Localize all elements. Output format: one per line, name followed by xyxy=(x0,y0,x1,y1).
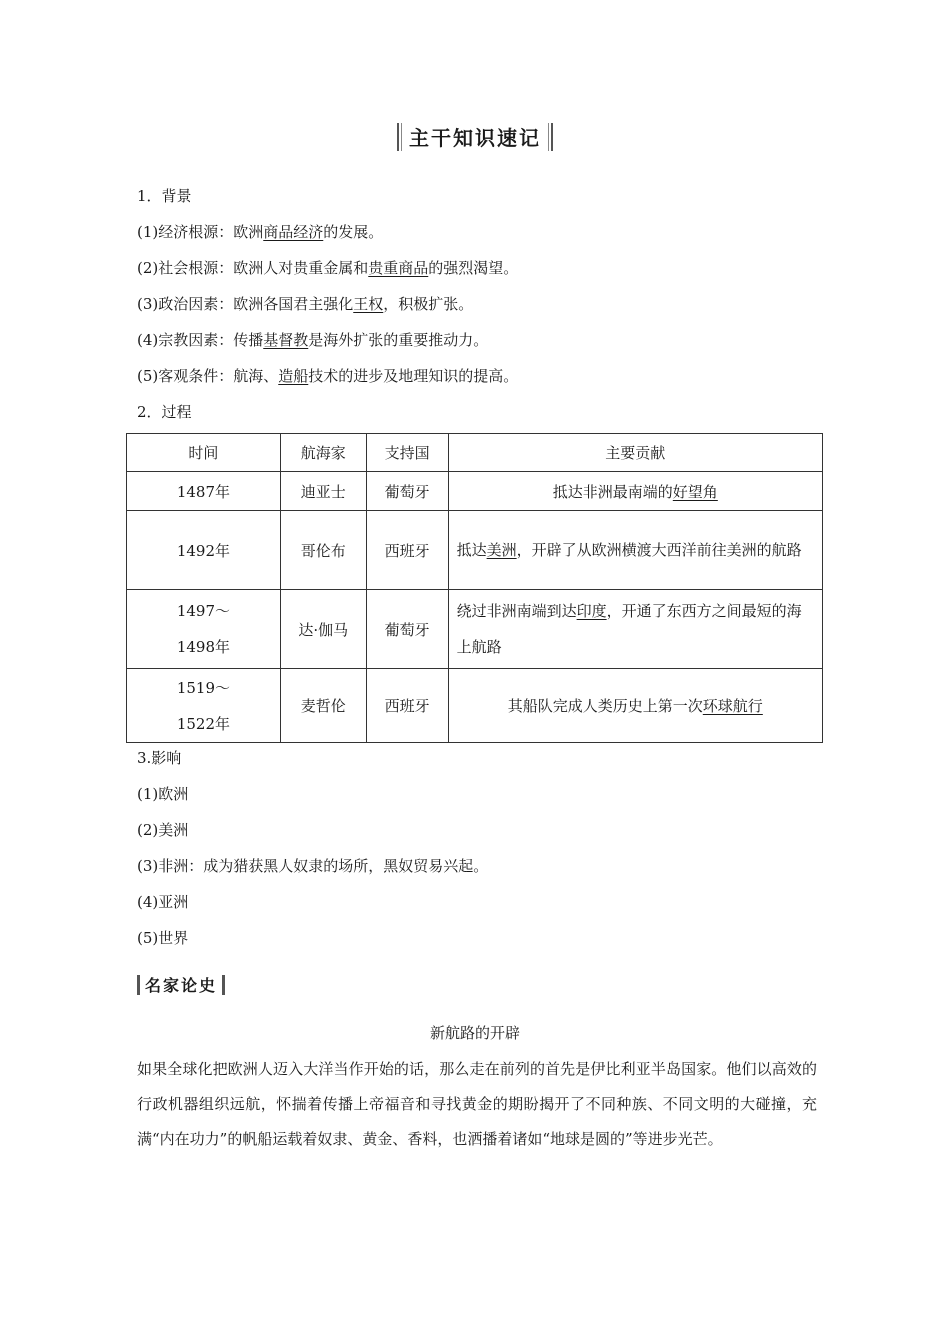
impact-item: (4)亚洲 xyxy=(137,893,189,911)
background-item xyxy=(137,257,518,278)
item-text: (3)政治因素：欧洲各国君主强化 xyxy=(137,295,354,313)
contribution-text: ，开辟了从欧洲横渡大西洋前往美洲的航路 xyxy=(516,541,802,559)
item-text: 的发展。 xyxy=(323,223,384,241)
label-right-bar xyxy=(222,975,225,995)
essay-title: 新航路的开辟 xyxy=(429,1024,520,1042)
item-text: (4)宗教因素：传播 xyxy=(137,331,264,349)
country-cell: 葡萄牙 xyxy=(366,472,448,511)
voyages-table xyxy=(126,433,823,743)
country-cell: 葡萄牙 xyxy=(366,590,448,669)
column-header: 航海家 xyxy=(280,434,366,472)
underlined-answer: 美洲 xyxy=(486,541,517,559)
underlined-answer: 商品经济 xyxy=(263,223,324,241)
underlined-answer: 贵重商品 xyxy=(368,259,429,277)
item-text: 技术的进步及地理知识的提高。 xyxy=(308,367,519,385)
table-header-row xyxy=(127,434,823,472)
title-text: 主干知识速记 xyxy=(409,126,541,150)
navigator-cell: 麦哲伦 xyxy=(280,669,366,743)
impact-item: (1)欧洲 xyxy=(137,785,189,803)
column-header: 时间 xyxy=(127,434,281,472)
country-cell: 西班牙 xyxy=(366,669,448,743)
time-text: 1492年 xyxy=(176,541,230,560)
commentary-section-label xyxy=(137,973,225,996)
underlined-answer: 好望角 xyxy=(672,482,718,501)
time-cell xyxy=(127,511,281,590)
item-text: (5)客观条件：航海、 xyxy=(137,367,279,385)
navigator-cell: 迪亚士 xyxy=(280,472,366,511)
contribution-text: ，开通了东西方之间最短的海上航路 xyxy=(456,602,802,656)
contribution-text: 绕过非洲南端到达 xyxy=(456,602,577,620)
contribution-cell xyxy=(448,472,822,511)
time-text: 1519～ xyxy=(176,678,230,697)
section-label-text: 名家论史 xyxy=(145,976,218,995)
contribution-text: 抵达 xyxy=(456,541,487,559)
time-cell xyxy=(127,590,281,669)
impact-item: (5)世界 xyxy=(137,929,189,947)
country-cell: 西班牙 xyxy=(366,511,448,590)
table-row xyxy=(127,472,823,511)
contribution-text: 抵达非洲最南端的 xyxy=(552,482,673,501)
item-text: 的强烈渴望。 xyxy=(428,259,519,277)
navigator-cell: 达·伽马 xyxy=(280,590,366,669)
contribution-text: 其船队完成人类历史上第一次 xyxy=(507,697,703,715)
underlined-answer: 基督教 xyxy=(263,331,309,349)
item-text: (2)社会根源：欧洲人对贵重金属和 xyxy=(137,259,369,277)
page-title xyxy=(0,122,950,151)
background-item xyxy=(137,293,473,314)
item-text: 是海外扩张的重要推动力。 xyxy=(308,331,489,349)
contribution-cell xyxy=(448,669,822,743)
background-item xyxy=(137,329,488,350)
time-cell xyxy=(127,669,281,743)
underlined-answer: 王权 xyxy=(353,295,384,313)
time-text: 1487年 xyxy=(176,482,230,501)
column-header: 主要贡献 xyxy=(448,434,822,472)
impact-item: (3)非洲：成为猎获黑人奴隶的场所，黑奴贸易兴起。 xyxy=(137,857,489,875)
underlined-answer: 造船 xyxy=(278,367,309,385)
table-row xyxy=(127,590,823,669)
background-heading: 1．背景 xyxy=(137,187,192,205)
time-text: 1498年 xyxy=(176,638,230,656)
contribution-cell xyxy=(448,590,822,669)
time-text: 1522年 xyxy=(176,714,230,733)
time-cell xyxy=(127,472,281,511)
table-row xyxy=(127,511,823,590)
background-item xyxy=(137,365,518,386)
item-text: (1)经济根源：欧洲 xyxy=(137,223,264,241)
contribution-cell xyxy=(448,511,822,590)
background-item xyxy=(137,221,383,242)
impact-item: (2)美洲 xyxy=(137,821,189,839)
item-text: ，积极扩张。 xyxy=(383,295,474,313)
process-heading: 2．过程 xyxy=(137,403,192,421)
underlined-answer: 环球航行 xyxy=(702,697,763,715)
impact-heading: 3.影响 xyxy=(137,749,182,767)
time-text: 1497～ xyxy=(176,602,230,620)
essay-paragraph: 如果全球化把欧洲人迈入大洋当作开始的话，那么走在前列的首先是伊比利亚半岛国家。他们以高效的行政机器组织远航，怀揣着传播上帝福音和寻找黄金的期盼揭开了不同种族、不同文明的大碰撞，充满“内在功力”的帆船运载着奴隶、黄金、香料，也洒播着诸如“地球是圆的”等进步光芒。 xyxy=(137,1060,817,1148)
title-left-bars xyxy=(396,123,403,151)
title-right-bars xyxy=(547,123,554,151)
underlined-answer: 印度 xyxy=(576,602,607,620)
column-header: 支持国 xyxy=(366,434,448,472)
navigator-cell: 哥伦布 xyxy=(280,511,366,590)
table-row xyxy=(127,669,823,743)
